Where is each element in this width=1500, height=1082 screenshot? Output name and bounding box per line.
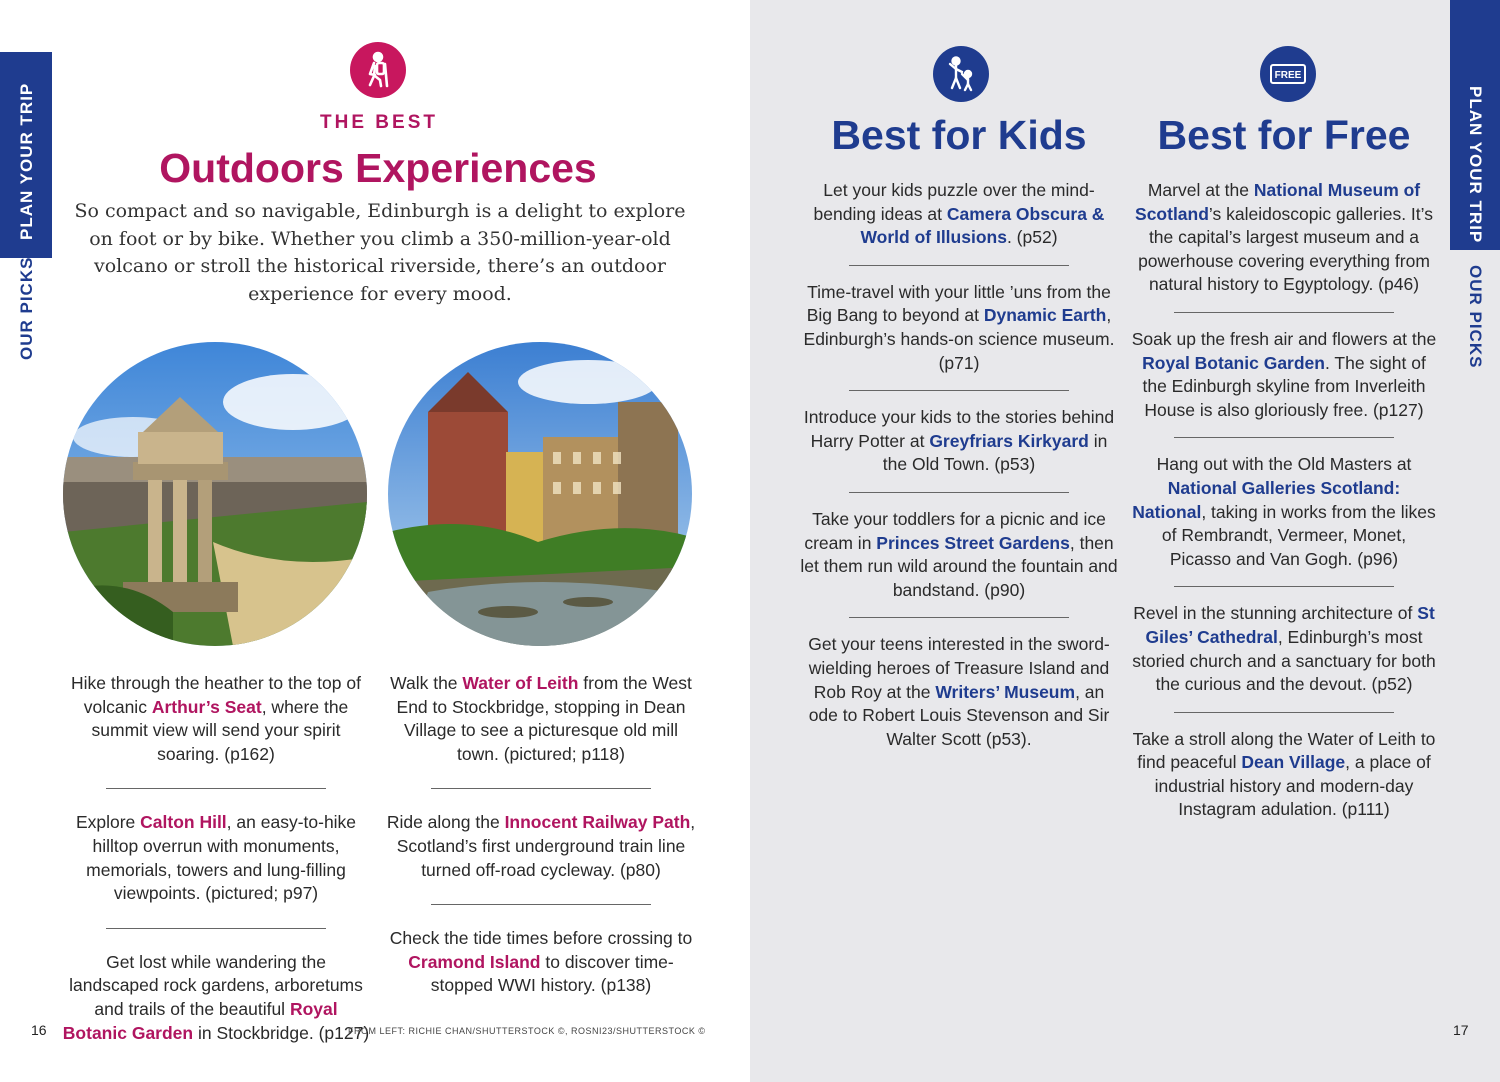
photo-dean-village <box>388 342 692 646</box>
list-item: Get your teens interested in the sword-wielding heroes of Treasure Island and Rob Roy at the Writers’ Museum, an ode to Robert Louis Stevenson and Sir Walter Scott (p53). <box>808 634 1110 749</box>
highlight-arthurs-seat[interactable]: Arthur’s Seat <box>151 696 262 717</box>
list-item: Introduce your kids to the stories behind Harry Potter at Greyfriars Kirkyard in the Old Town. (p53) <box>803 407 1115 475</box>
highlight-dynamic-earth[interactable]: Dynamic Earth <box>983 305 1107 326</box>
highlight-national-museum[interactable]: National Museum of Scotland <box>1135 180 1421 224</box>
list-item: Marvel at the National Museum of Scotland’s kaleidoscopic galleries. It’s the capital’s largest museum and a powerhouse covering everything from natural history to Egyptology. (p46) <box>1135 180 1433 295</box>
list-item: Take your toddlers for a picnic and ice cream in Princes Street Gardens, then let them run wild around the fountain and bandstand. (p90) <box>800 508 1118 600</box>
highlight-royal-botanic-garden-free[interactable]: Royal Botanic Garden <box>1142 352 1325 373</box>
highlight-greyfriars-kirkyard[interactable]: Greyfriars Kirkyard <box>929 430 1089 451</box>
page-title-kids: Best for Kids <box>831 112 1087 158</box>
outdoors-column-1 <box>60 672 372 1045</box>
divider <box>106 928 326 929</box>
free-badge-text: FREE <box>1274 70 1302 81</box>
list-item: Let your kids puzzle over the mind-bending ideas at Camera Obscura & World of Illusions. (p52) <box>813 180 1105 248</box>
highlight-dean-village[interactable]: Dean Village <box>1241 752 1346 773</box>
list-item: Walk the Water of Leith from the West End to Stockbridge, stopping in Dean Village to see a picturesque old mill town. (pictured; p118) <box>390 673 692 764</box>
divider <box>849 390 1069 391</box>
photo-credit: FROM LEFT: RICHIE CHAN/SHUTTERSTOCK ©, ROSNI23/SHUTTERSTOCK © <box>348 1026 706 1036</box>
divider <box>1174 312 1394 313</box>
highlight-national-galleries[interactable]: National Galleries Scotland: National <box>1132 477 1401 522</box>
divider <box>849 492 1069 493</box>
list-item: Ride along the Innocent Railway Path, Scotland’s first underground train line turned off-road cycleway. (p80) <box>386 812 696 880</box>
highlight-water-of-leith[interactable]: Water of Leith <box>462 673 579 693</box>
list-item: Hike through the heather to the top of volcanic Arthur’s Seat, where the summit view will send your spirit soaring. (p162) <box>71 673 361 764</box>
side-tab-label-plan-your-trip-right: PLAN YOUR TRIP <box>1466 86 1485 244</box>
list-item: Get lost while wandering the landscaped rock gardens, arboretums and trails of the beautiful Royal Botanic Garden in Stockbridge. (p127) <box>62 951 370 1043</box>
page-title-outdoors: Outdoors Experiences <box>159 145 597 191</box>
list-item: Take a stroll along the Water of Leith to find peaceful Dean Village, a place of industrial history and modern-day Instagram adulation. (p111) <box>1132 728 1436 820</box>
page-title-free: Best for Free <box>1157 112 1411 158</box>
highlight-camera-obscura[interactable]: Camera Obscura & World of Illusions <box>860 203 1105 248</box>
photo-calton-hill <box>63 342 367 646</box>
outdoors-column-2 <box>385 672 697 998</box>
divider <box>431 788 651 789</box>
list-item: Time-travel with your little ’uns from the Big Bang to beyond at Dynamic Earth, Edinburgh’s hands-on science museum. (p71) <box>803 281 1115 373</box>
list-item: Check the tide times before crossing to Cramond Island to discover time-stopped WWI history. (p138) <box>389 928 693 996</box>
side-tab-label-our-picks-left[interactable]: OUR PICKS <box>17 256 36 360</box>
side-tab-label-our-picks-right[interactable]: OUR PICKS <box>1466 265 1485 369</box>
page-number-left: 16 <box>31 1022 47 1038</box>
kids-column <box>800 179 1118 751</box>
highlight-writers-museum[interactable]: Writers’ Museum <box>935 681 1076 702</box>
divider <box>431 904 651 905</box>
divider <box>1174 712 1394 713</box>
hiker-icon <box>350 42 406 98</box>
highlight-innocent-railway-path[interactable]: Innocent Railway Path <box>504 812 691 833</box>
divider <box>849 617 1069 618</box>
intro-paragraph: So compact and so navigable, Edinburgh is a delight to explore on foot or by bike. Whether you climb a 350-million-year-old volcano or stroll the historical riverside, there’s an outdoor experience for every mood. <box>74 200 686 305</box>
list-item: Revel in the stunning architecture of St Giles’ Cathedral, Edinburgh’s most storied church and a sanctuary for both the curious and the devout. (p52) <box>1132 603 1436 695</box>
list-item: Explore Calton Hill, an easy-to-hike hilltop overrun with monuments, memorials, towers and lung-filling viewpoints. (pictured; p97) <box>75 812 357 904</box>
free-ticket-icon <box>1260 46 1316 102</box>
highlight-calton-hill[interactable]: Calton Hill <box>140 812 227 833</box>
free-column <box>1130 179 1438 822</box>
highlight-cramond-island[interactable]: Cramond Island <box>408 951 541 972</box>
list-item: Soak up the fresh air and flowers at the Royal Botanic Garden. The sight of the Edinburgh skyline from Inverleith House is also gloriously free. (p127) <box>1131 328 1437 420</box>
divider <box>1174 437 1394 438</box>
highlight-royal-botanic-garden[interactable]: Royal Botanic Garden <box>62 998 338 1043</box>
divider <box>849 265 1069 266</box>
section-kicker: THE BEST <box>320 112 438 133</box>
page-number-right: 17 <box>1453 1022 1469 1038</box>
highlight-princes-street-gardens[interactable]: Princes Street Gardens <box>876 532 1070 553</box>
side-tab-label-plan-your-trip-left: PLAN YOUR TRIP <box>17 82 36 240</box>
divider <box>106 788 326 789</box>
list-item: Hang out with the Old Masters at National Galleries Scotland: National, taking in works from the likes of Rembrandt, Vermeer, Monet, Picasso and Van Gogh. (p96) <box>1132 454 1436 569</box>
highlight-st-giles-cathedral[interactable]: St Giles’ Cathedral <box>1145 603 1435 647</box>
divider <box>1174 586 1394 587</box>
kids-icon <box>933 46 989 102</box>
